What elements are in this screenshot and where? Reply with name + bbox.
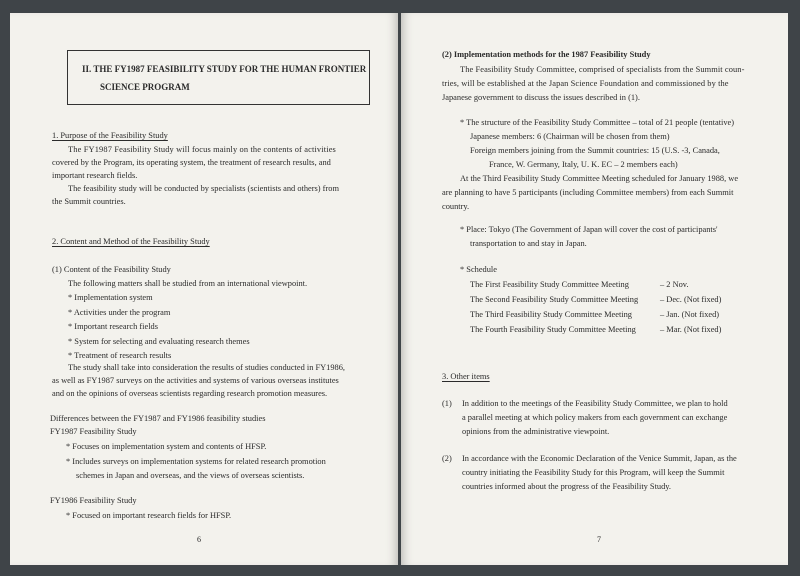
s2-bullet: * System for selecting and evaluating research themes [68, 337, 250, 346]
structure-l1: * The structure of the Feasibility Study Committee – total of 21 people (tentative) [460, 118, 735, 127]
section-2-heading: 2. Content and Method of the Feasibility Study [52, 237, 210, 246]
fy1987-bullet-1: * Focuses on implementation system and contents of HFSP. [66, 442, 267, 451]
s2-intro: The following matters shall be studied from an international viewpoint. [68, 279, 308, 288]
schedule-meeting: The Third Feasibility Study Committee Meeting [470, 310, 632, 319]
s2-bullet: * Activities under the program [68, 308, 171, 317]
other-item-2-l1: In accordance with the Economic Declaration of the Venice Summit, Japan, as the [462, 454, 737, 463]
page-number-right: 7 [597, 535, 601, 544]
schedule-date: – Mar. (Not fixed) [660, 325, 722, 334]
fy1987-bullet-2-l1: * Includes surveys on implementation systems for related research promotion [66, 457, 326, 466]
schedule-date: – Dec. (Not fixed) [660, 295, 722, 304]
schedule-meeting: The Fourth Feasibility Study Committee Meeting [470, 325, 636, 334]
p1-l3: Japanese government to discuss the issues described in (1). [442, 93, 640, 102]
fy1987-heading: FY1987 Feasibility Study [50, 427, 137, 436]
other-item-2-l3: countries informed about the progress of the Feasibility Study. [462, 482, 672, 491]
s1-p1-l1: The FY1987 Feasibility Study will focus mainly on the contents of activities [68, 145, 336, 154]
s2-p-l3: and on the opinions of overseas scientists regarding research promotion measures. [52, 389, 328, 398]
p1-l1: The Feasibility Study Committee, comprised of specialists from the Summit coun- [460, 65, 745, 74]
other-item-1-l1: In addition to the meetings of the Feasibility Study Committee, we plan to hold [462, 399, 728, 408]
section-3-heading: 3. Other items [442, 372, 490, 381]
s2-p-l1: The study shall take into consideration the results of studies conducted in FY1986, [68, 363, 346, 372]
p2-l2: are planning to have 5 participants (including Committee members) from each Summit [442, 188, 734, 197]
other-item-1-number: (1) [442, 399, 452, 408]
place-l2: transportation to and stay in Japan. [470, 239, 587, 248]
p2-l3: country. [442, 202, 470, 211]
structure-l4: France, W. Germany, Italy, U. K. EC – 2 members each) [489, 160, 678, 169]
s2-bullet: * Implementation system [68, 293, 153, 302]
schedule-heading: * Schedule [460, 265, 497, 274]
s2-subheading-1: (1) Content of the Feasibility Study [52, 265, 171, 274]
title-line-1: II. THE FY1987 FEASIBILITY STUDY FOR THE HUMAN FRONTIER [82, 64, 367, 74]
s1-p2-l1: The feasibility study will be conducted by specialists (scientists and others) from [68, 184, 339, 193]
left-page [10, 13, 398, 565]
s2-bullet: * Treatment of research results [68, 351, 172, 360]
s1-p1-l2: covered by the Program, its operating system, the treatment of research results, and [52, 158, 331, 167]
implementation-heading: (2) Implementation methods for the 1987 Feasibility Study [442, 50, 651, 59]
right-page [401, 13, 788, 565]
schedule-date: – 2 Nov. [660, 280, 689, 289]
schedule-meeting: The Second Feasibility Study Committee Meeting [470, 295, 639, 304]
place-l1: * Place: Tokyo (The Government of Japan will cover the cost of participants' [460, 225, 718, 234]
fy1986-heading: FY1986 Feasibility Study [50, 496, 137, 505]
page-number-left: 6 [197, 535, 201, 544]
s1-p2-l2: the Summit countries. [52, 197, 126, 206]
fy1986-bullet-1: * Focused on important research fields for HFSP. [66, 511, 232, 520]
other-item-1-l2: a parallel meeting at which policy makers from each government can exchange [462, 413, 728, 422]
s1-p1-l3: important research fields. [52, 171, 138, 180]
p1-l2: tries, will be established at the Japan Science Foundation and commissioned by the [442, 79, 729, 88]
structure-l3: Foreign members joining from the Summit countries: 15 (U.S. -3, Canada, [470, 146, 720, 155]
other-item-2-number: (2) [442, 454, 452, 463]
other-item-1-l3: opinions from the administrative viewpoint. [462, 427, 610, 436]
fy1987-bullet-2-l2: schemes in Japan and overseas, and the views of overseas scientists. [76, 471, 305, 480]
s2-p-l2: as well as FY1987 surveys on the activities and systems of various overseas institutes [52, 376, 339, 385]
other-item-2-l2: country initiating the Feasibility Study for this Program, will keep the Summit [462, 468, 725, 477]
schedule-meeting: The First Feasibility Study Committee Meeting [470, 280, 629, 289]
structure-l2: Japanese members: 6 (Chairman will be chosen from them) [470, 132, 670, 141]
schedule-date: – Jan. (Not fixed) [660, 310, 720, 319]
title-line-2: SCIENCE PROGRAM [100, 82, 190, 92]
s2-bullet: * Important research fields [68, 322, 158, 331]
p2-l1: At the Third Feasibility Study Committee Meeting scheduled for January 1988, we [460, 174, 739, 183]
section-1-heading: 1. Purpose of the Feasibility Study [52, 131, 168, 140]
section-title-box [67, 50, 370, 105]
differences-heading: Differences between the FY1987 and FY1986 feasibility studies [50, 414, 266, 423]
